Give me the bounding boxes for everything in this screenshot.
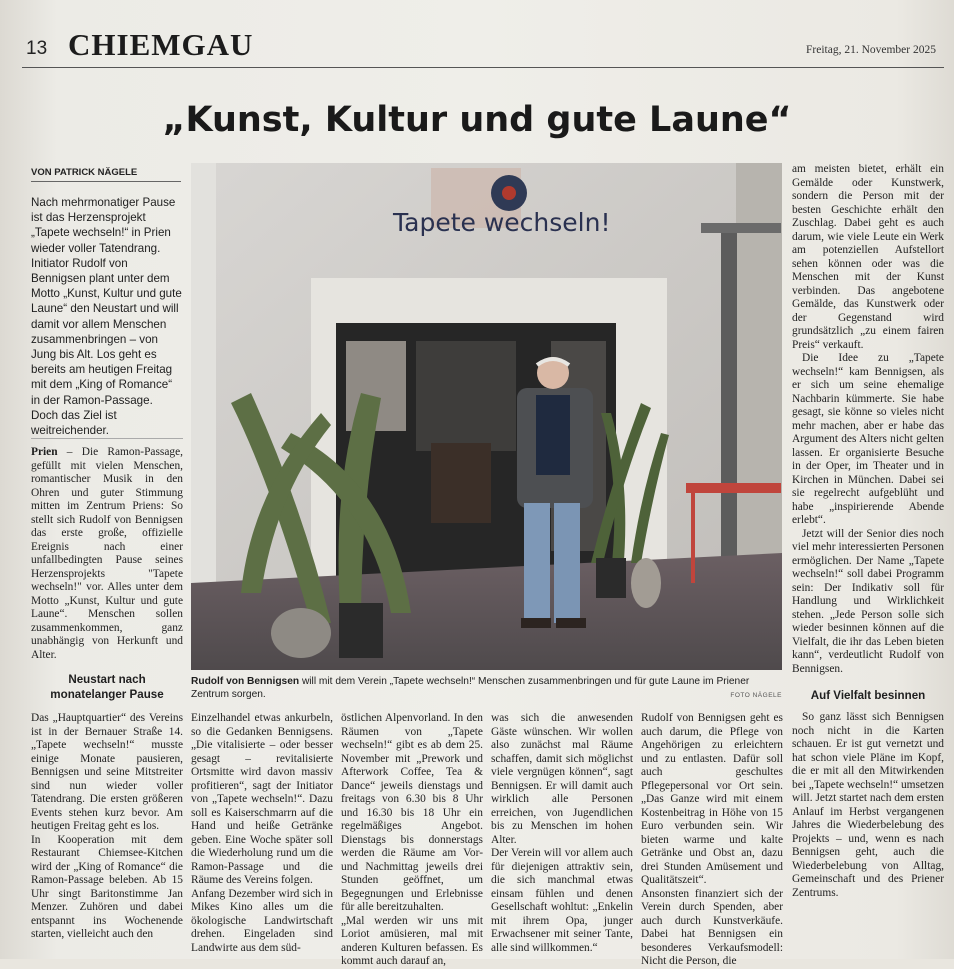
photo-caption bbox=[191, 675, 782, 701]
bottom-column-4: was sich die anwesenden Gäste wünschen. Wir wollen also zunächst mal Räume schaffen, damit sich möglichst viele vergnügen können“, sagt Bennigsen. Er will damit auch wirklich alle Personen erreichen, von Jugendlichen bis zu Menschen im hohen Alter. Der Verein will vor allem auch für diejenigen attraktiv sein, die sich manchmal etwas einsam fühlen und denen Gesellschaft wohltut: „Enkelin mit ihrem Opa, junger Erwachsener mit seiner Tante, alle sind willkommen.“ bbox=[491, 712, 633, 954]
right-para-1: am meisten bietet, erhält ein Gemälde oder Kunstwerk, sondern die Person mit der besten Geschichte erhält den Zuschlag. Dabei geht es auch darum, wie viele Leute ein Werk am potenziellen Aufstellort sehen können oder was die Menschen mit der Kunst verbinden. Das angebotene Gemälde, das Kunstwerk oder der Gegenstand wird grundsätzlich „zu einem fairen Preis“ verkauft. bbox=[792, 163, 944, 351]
intro-column bbox=[31, 446, 183, 702]
photo-illustration bbox=[191, 163, 782, 670]
article-headline: „Kunst, Kultur und gute Laune“ bbox=[162, 100, 792, 140]
page-number: 13 bbox=[26, 38, 48, 59]
bottom-column-3: östlichen Alpenvorland. In den Räumen von „Tapete wechseln!“ gibt es ab dem 25. November mit „Prework und Afterwork Coffee, Tea & Dance“ jeweils dienstags und freitags von 6.30 bis 8 Uhr und 16.30 bis 18 Uhr ein regelmäßiges Angebot. Dienstags bis donnerstags werden die Räume am Vor- und Nachmittag jeweils drei Stunden geöffnet, um Begegnungen und Erlebnisse für alle bereitzuhalten. „Mal werden wir uns mit Loriot amüsieren, mal mit anderen Kulturen befassen. Es kommt auch darauf an, bbox=[341, 712, 483, 967]
bottom-column-5: Rudolf von Bennigsen geht es auch darum, die Pflege von Angehörigen zu erleichtern und zu entlasten. Dafür soll auch geschultes Pflegepersonal vor Ort sein. „Das Ganze wird mit einem Kostenbeitrag in Höhe von 15 Euro verbunden sein. Wir bieten warme und kalte Getränke und Obst an, dazu drei Stunden Amüsement und Qualitätszeit“. Ansonsten finanziert sich der Verein durch Spenden, aber auch durch Kunstverkäufe. Dabei hat Bennigsen ein besonderes Verkaufsmodell: Nicht die Person, die bbox=[641, 712, 783, 967]
right-column bbox=[792, 163, 944, 900]
article-photo bbox=[191, 163, 782, 670]
subhead-neustart: Neustart nach monatelanger Pause bbox=[50, 673, 164, 701]
right-para-4: So ganz lässt sich Bennigsen noch nicht in die Karten schauen. Er ist gut vernetzt und hat schon viele Pläne im Kopf, die er mit all den Mitwirkenden bei „Tapete wechseln!“ umsetzen will. Jetzt startet nach dem ersten Anlauf im Herbst vergangenen Jahres die Wiederbelebung des Projekts – und, wenn es nach Bennigsen geht, auch die Wiederbelebung von Alltag, Gemeinschaft und des Priener Zentrums. bbox=[792, 711, 944, 899]
bottom-column-2: Einzelhandel etwas ankurbeln, so die Gedanken Bennigsens. „Die vitalisierte – oder besser gesagt – revitalisierte Ortsmitte wird davon massiv profitieren“, sagt der Initiator von „Tapete wechseln!“. Dazu soll es Kaiserschmarrn auf die Hand und heiße Getränke geben. Eine Woche später soll die Wiederholung rund um die Ramon-Passage und die Räume des Vereins folgen. Anfang Dezember wird sich in Mikes Kino alles um die ökologische Landwirtschaft drehen. Eingeladen sind Landwirte aus dem süd- bbox=[191, 712, 333, 954]
caption-text: will mit dem Verein „Tapete wechseln!“ Menschen zusammenbringen und für gute Laune im Priener Zentrum sorgen. bbox=[191, 676, 750, 700]
teaser-divider bbox=[31, 438, 183, 439]
right-para-3: Jetzt will der Senior dies noch viel mehr interessierten Personen ermöglichen. Der Name „Tapete wechseln!“ soll dabei Programm sein: Der Indikativ soll für Handlung und Wirklichkeit stehen. „Jede Person solle sich wieder besinnen können auf die Vielfalt, die ihr das Leben bieten kann“, verdeutlicht Rudolf von Bennigsen. bbox=[792, 527, 944, 675]
subhead-vielfalt: Auf Vielfalt besinnen bbox=[810, 689, 926, 702]
dateline: Prien bbox=[31, 446, 58, 458]
header-rule bbox=[22, 67, 944, 68]
shop-sign: Tapete wechseln! bbox=[393, 208, 611, 237]
caption-name: Rudolf von Bennigsen bbox=[191, 676, 300, 687]
intro-text: – Die Ramon-Passage, gefüllt mit vielen Menschen, romantischer Musik in den Ohren und guter Stimmung mitten im Zentrum Priens: So stellt sich Rudolf von Bennigsen das erste große, offizielle Ereignis nach einer unfallbedingten Pause seines Herzensprojekts "Tapete wechseln!" vor. Alles unter dem Motto „Kunst, Kultur und gute Laune“. Menschen sollen zusammenkommen, ganz unabhängig von Herkunft und Alter. bbox=[31, 446, 183, 661]
issue-date: Freitag, 21. November 2025 bbox=[806, 44, 936, 56]
right-para-2: Die Idee zu „Tapete wechseln!“ kam Bennigsen, als er sich um seine ehemalige Nachbarin kümmerte. Sie habe gesagt, sie könne so vieles nicht mehr machen, aber er habe das Argument des Alters nicht gelten lassen. Er organisierte Besuche in der Oper, im Theater und in Kirchen in München. Dabei sei sie regelrecht aufgeblüht und habe „inspirierende Abende erlebt“. bbox=[792, 352, 944, 526]
bottom-column-1: Das „Hauptquartier“ des Vereins ist in der Bernauer Straße 14. „Tapete wechseln!“ musste einige Monate pausieren, Bennigsen und seine Mitstreiter sind nun wieder voller Tatendrang. Die ersten größeren Events stehen kurz bevor. Am heutigen Freitag geht es los. In Kooperation mit dem Restaurant Chiemsee-Kitchen wird der „King of Romance“ die Ramon-Passage beleben. Ab 15 Uhr singt Baritonstimme Jan Menzer. Zuhören und dabei entspannt ins Wochenende starten, vielleicht auch den bbox=[31, 712, 183, 940]
photo-credit: FOTO NÄGELE bbox=[730, 692, 782, 699]
byline: VON PATRICK NÄGELE bbox=[31, 167, 181, 182]
intro-paragraph bbox=[31, 446, 183, 662]
section-title: CHIEMGAU bbox=[68, 27, 254, 62]
teaser-text: Nach mehrmonatiger Pause ist das Herzensprojekt „Tapete wechseln!“ in Prien wieder voller Tatendrang. Initiator Rudolf von Bennigsen plant unter dem Motto „Kunst, Kultur und gute Laune“ den Neustart und will damit vor allem Menschen zusammenbringen – von Jung bis Alt. Los geht es bereits am heutigen Freitag mit dem „King of Romance“ in der Ramon-Passage. Doch das Ziel ist weitreichender. bbox=[31, 196, 182, 438]
